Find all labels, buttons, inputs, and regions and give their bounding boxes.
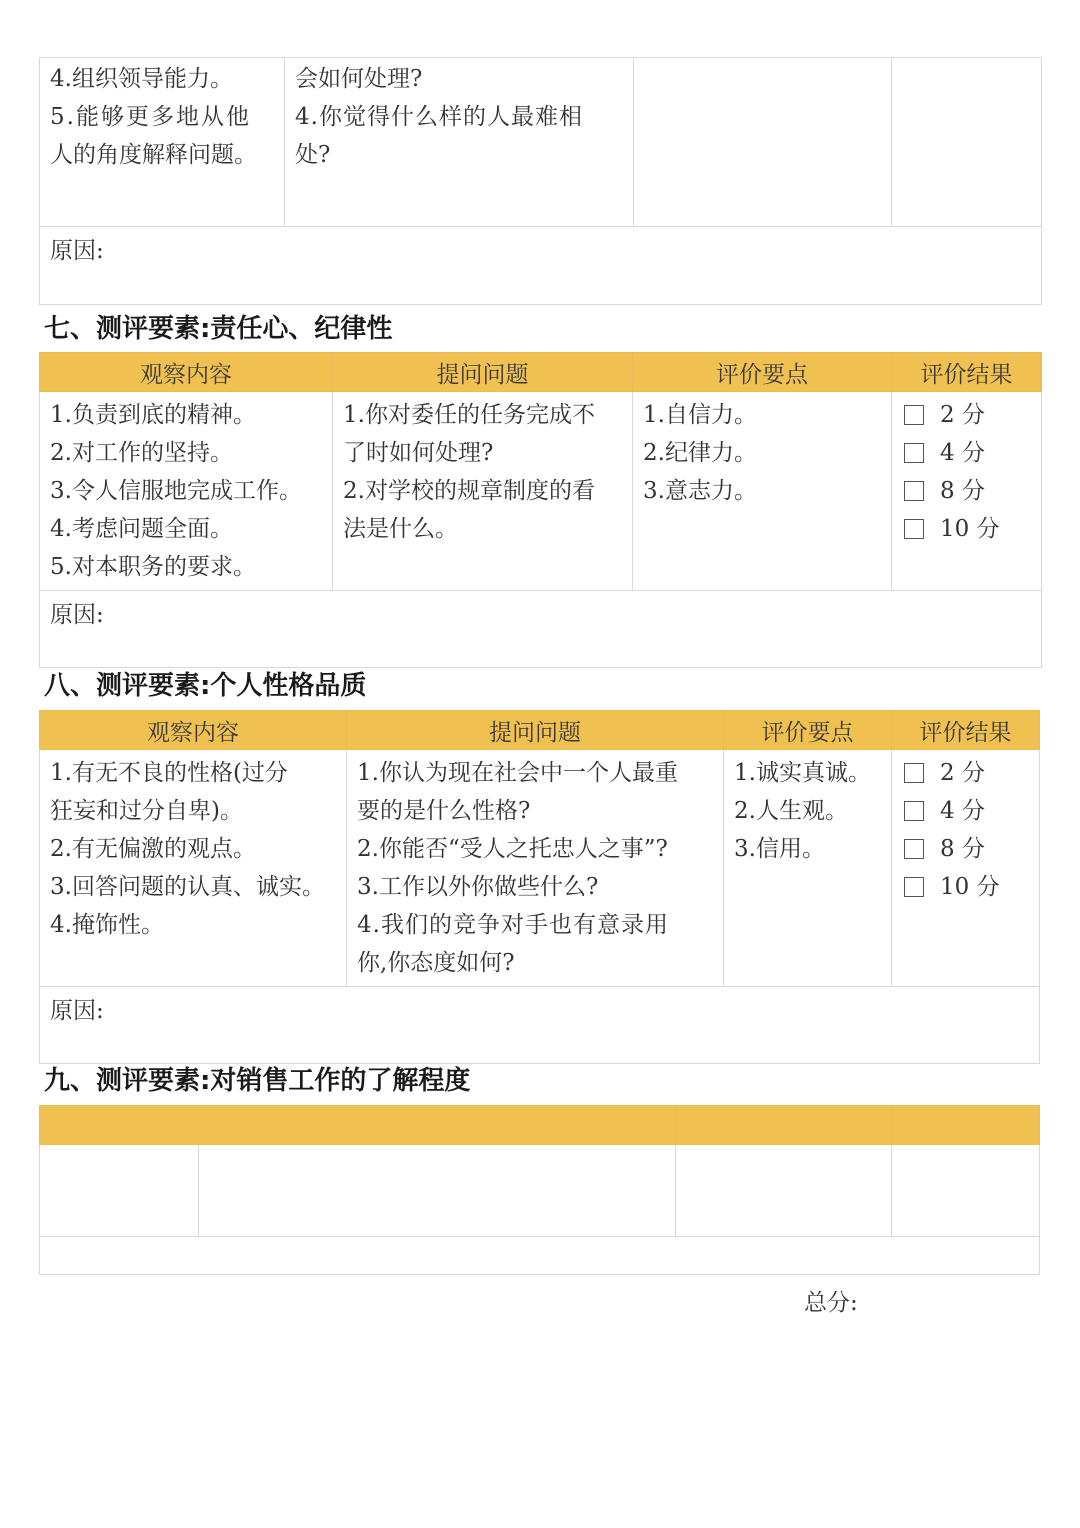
header-observe: 观察内容 xyxy=(40,353,333,392)
point-line: 1.自信力。 xyxy=(643,402,757,428)
header-results: 评价结果 xyxy=(892,711,1040,750)
question-line: 你,你态度如何? xyxy=(357,950,515,976)
observe-line: 4.考虑问题全面。 xyxy=(50,516,233,542)
observe-line: 2.对工作的坚持。 xyxy=(50,440,233,466)
header-blank xyxy=(676,1106,892,1145)
question-line: 1.你对委任的任务完成不 xyxy=(343,402,595,428)
checkbox-icon[interactable] xyxy=(904,405,924,425)
section7-observe-cell xyxy=(40,392,333,591)
score-option[interactable] xyxy=(902,868,1031,906)
section9-results-cell xyxy=(892,1145,1040,1237)
section6-reason-cell[interactable] xyxy=(40,227,1042,305)
observe-line: 狂妄和过分自卑)。 xyxy=(50,798,243,824)
question-line: 要的是什么性格? xyxy=(357,798,531,824)
section9-reason-cell[interactable] xyxy=(40,1237,1040,1275)
score-option[interactable] xyxy=(902,434,1033,472)
point-line: 2.人生观。 xyxy=(734,798,848,824)
section6-observe-cell xyxy=(40,58,285,227)
section6-points-cell xyxy=(634,58,892,227)
header-observe: 观察内容 xyxy=(40,711,347,750)
observe-line: 2.有无偏激的观点。 xyxy=(50,836,256,862)
section9-points-cell xyxy=(676,1145,892,1237)
section6-results-cell xyxy=(892,58,1042,227)
section8-observe-cell xyxy=(40,750,347,987)
score-option[interactable] xyxy=(902,830,1031,868)
score-label: 4 分 xyxy=(940,440,985,466)
score-label: 10 分 xyxy=(940,874,1000,900)
point-line: 1.诚实真诚。 xyxy=(734,760,871,786)
checkbox-icon[interactable] xyxy=(904,443,924,463)
question-line: 4.我们的竞争对手也有意录用 xyxy=(357,912,669,938)
section7-table xyxy=(39,352,1042,668)
section9-questions-cell xyxy=(199,1145,676,1237)
score-label: 8 分 xyxy=(940,836,985,862)
score-label: 2 分 xyxy=(940,402,985,428)
header-questions: 提问问题 xyxy=(347,711,724,750)
section8-points-cell xyxy=(724,750,892,987)
checkbox-icon[interactable] xyxy=(904,877,924,897)
checkbox-icon[interactable] xyxy=(904,839,924,859)
observe-line: 3.回答问题的认真、诚实。 xyxy=(50,874,325,900)
score-option[interactable] xyxy=(902,472,1033,510)
question-line: 2.对学校的规章制度的看 xyxy=(343,478,595,504)
reason-label: 原因: xyxy=(50,998,104,1024)
section7-reason-cell[interactable] xyxy=(40,591,1042,668)
reason-label: 原因: xyxy=(50,238,104,264)
section8-results-cell xyxy=(892,750,1040,987)
point-line: 2.纪律力。 xyxy=(643,440,757,466)
observe-line: 3.令人信服地完成工作。 xyxy=(50,478,302,504)
observe-line: 4.组织领导能力。 xyxy=(50,66,233,92)
header-questions: 提问问题 xyxy=(333,353,633,392)
question-line: 处? xyxy=(295,142,331,168)
section9-table xyxy=(39,1105,1040,1275)
checkbox-icon[interactable] xyxy=(904,519,924,539)
header-results: 评价结果 xyxy=(892,353,1042,392)
section6-table xyxy=(39,57,1042,305)
question-line: 3.工作以外你做些什么? xyxy=(357,874,599,900)
score-label: 10 分 xyxy=(940,516,1000,542)
observe-line: 1.有无不良的性格(过分 xyxy=(50,760,288,786)
section7-questions-cell xyxy=(333,392,633,591)
score-label: 4 分 xyxy=(940,798,985,824)
section8-questions-cell xyxy=(347,750,724,987)
observe-line: 人的角度解释问题。 xyxy=(50,142,257,168)
point-line: 3.意志力。 xyxy=(643,478,757,504)
question-line: 法是什么。 xyxy=(343,516,458,542)
score-option[interactable] xyxy=(902,792,1031,830)
section8-title: 八、测评要素:个人性格品质 xyxy=(44,671,367,701)
observe-line: 1.负责到底的精神。 xyxy=(50,402,256,428)
question-line: 会如何处理? xyxy=(295,66,423,92)
observe-line: 4.掩饰性。 xyxy=(50,912,164,938)
section7-title: 七、测评要素:责任心、纪律性 xyxy=(44,314,393,344)
score-option[interactable] xyxy=(902,510,1033,548)
header-points: 评价要点 xyxy=(633,353,892,392)
score-option[interactable] xyxy=(902,754,1031,792)
reason-label: 原因: xyxy=(50,602,104,628)
section6-questions-cell xyxy=(285,58,634,227)
checkbox-icon[interactable] xyxy=(904,481,924,501)
question-line: 4.你觉得什么样的人最难相 xyxy=(295,104,583,130)
observe-line: 5.对本职务的要求。 xyxy=(50,554,256,580)
checkbox-icon[interactable] xyxy=(904,801,924,821)
section8-table xyxy=(39,710,1040,1064)
question-line: 1.你认为现在社会中一个人最重 xyxy=(357,760,678,786)
score-option[interactable] xyxy=(902,396,1033,434)
score-label: 8 分 xyxy=(940,478,985,504)
section7-points-cell xyxy=(633,392,892,591)
question-line: 了时如何处理? xyxy=(343,440,494,466)
section8-reason-cell[interactable] xyxy=(40,987,1040,1064)
section9-observe-cell xyxy=(40,1145,199,1237)
score-label: 2 分 xyxy=(940,760,985,786)
header-blank xyxy=(40,1106,676,1145)
section9-title: 九、测评要素:对销售工作的了解程度 xyxy=(44,1066,471,1096)
checkbox-icon[interactable] xyxy=(904,763,924,783)
header-blank xyxy=(892,1106,1040,1145)
section7-results-cell xyxy=(892,392,1042,591)
header-points: 评价要点 xyxy=(724,711,892,750)
observe-line: 5.能够更多地从他 xyxy=(50,104,251,130)
point-line: 3.信用。 xyxy=(734,836,825,862)
question-line: 2.你能否“受人之托忠人之事”? xyxy=(357,836,668,862)
total-score-label: 总分: xyxy=(804,1290,858,1316)
